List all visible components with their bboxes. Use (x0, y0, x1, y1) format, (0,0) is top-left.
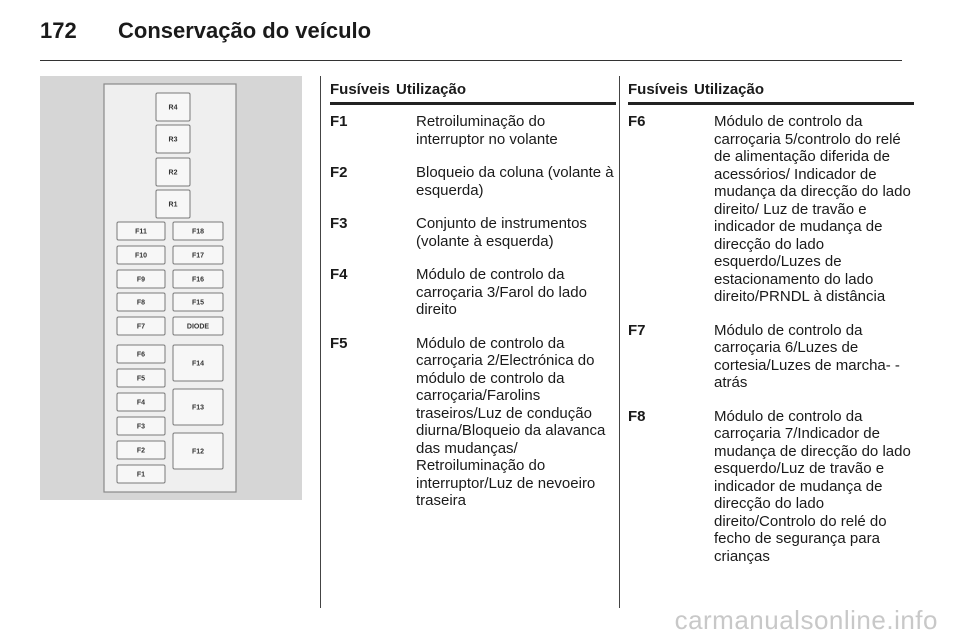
table-row (628, 322, 914, 392)
fuse-label: R1 (168, 201, 178, 209)
fuse-box (117, 317, 165, 335)
fuse-id: F8 (628, 407, 646, 425)
watermark: carmanualsonline.info (674, 605, 938, 635)
fuse-usage: Módulo de controlo da carroçaria 5/controlo do relé de alimentação diferida de acessórios/ Indicador de mudança da direcção do lado direito/ Luz de travão e indicador de mudança de direcção do lado esquerdo/Luzes de estacionamento do lado direito/PRNDL à distância (714, 113, 911, 305)
fuse-box (117, 465, 165, 483)
fuse-usage: Bloqueio da coluna (volante à esquerda) (416, 164, 614, 199)
fuse-usage: Módulo de controlo da carroçaria 6/Luzes de cortesia/Luzes de marcha- -atrás (714, 321, 900, 391)
column-divider-2 (619, 76, 620, 608)
fuse-box (117, 293, 165, 311)
fuse-label: F7 (136, 323, 146, 331)
table-row (330, 266, 616, 319)
fuse-box (173, 389, 223, 425)
table-row (330, 215, 616, 250)
fuse-label: F9 (136, 276, 146, 284)
fuse-table-right (628, 80, 914, 581)
fuse-label: R2 (168, 169, 178, 177)
fuse-label: F1 (136, 471, 146, 479)
column-divider-1 (320, 76, 321, 608)
fuse-id: F7 (628, 321, 646, 339)
fuse-usage: Módulo de controlo da carroçaria 7/Indicador de mudança de direcção do lado esquerdo/Luz de travão e indicador de mudança de direcção do lado direito/Controlo do relé do fecho de segurança para crianças (714, 407, 911, 565)
fuse-box (173, 270, 223, 288)
relay-box (156, 158, 190, 186)
table-row (628, 113, 914, 306)
fuse-box (173, 293, 223, 311)
fuse-box (117, 246, 165, 264)
header-rule (40, 60, 902, 61)
fuse-label: DIODE (186, 323, 210, 331)
fuse-label: F2 (136, 447, 146, 455)
fuse-label: F11 (135, 228, 147, 236)
fuse-label: F13 (191, 404, 205, 412)
fuse-label: F14 (191, 360, 205, 368)
header-usage: Utilização (396, 81, 467, 98)
fuse-box (173, 433, 223, 469)
fuse-usage: Módulo de controlo da carroçaria 2/Electrónica do módulo de controlo da carroçaria/Farolins traseiros/Luz de condução diurna/Bloqueio da alavanca das mudanças/ Retroiluminação do interruptor/Luz de nevoeiro traseira (416, 334, 606, 509)
fuse-table-left (330, 80, 616, 526)
fuse-box (117, 417, 165, 435)
fuse-label: F6 (136, 351, 146, 359)
fuse-label: F4 (136, 399, 146, 407)
fuse-box-diagram (40, 76, 302, 500)
header-fuses: Fusíveis (628, 81, 689, 98)
header-usage: Utilização (694, 81, 765, 98)
fuse-usage: Conjunto de instrumentos (volante à esquerda) (416, 215, 587, 250)
table-row (628, 408, 914, 566)
relay-box (156, 125, 190, 153)
fuse-id: F4 (330, 266, 348, 283)
fuse-box (117, 369, 165, 387)
fuse-id: F1 (330, 113, 348, 130)
fuse-id: F3 (330, 215, 348, 232)
table-header (330, 80, 616, 100)
fuse-box-svg (40, 76, 302, 500)
header-fuses: Fusíveis (330, 81, 391, 98)
relay-box (156, 93, 190, 121)
relay-box (156, 190, 190, 218)
fuse-label: F15 (191, 299, 205, 307)
page-header (40, 18, 371, 48)
fuse-id: F5 (330, 334, 348, 352)
fuse-label: F3 (136, 423, 146, 431)
table-header-rule (330, 102, 616, 105)
fuse-box (173, 246, 223, 264)
fuse-label: F10 (134, 252, 148, 260)
fuse-label: F12 (191, 448, 205, 456)
fuse-box (117, 345, 165, 363)
fuse-label: F16 (191, 276, 205, 284)
fuse-box (173, 345, 223, 381)
fuse-id: F2 (330, 164, 348, 181)
fuse-label: R4 (168, 104, 178, 112)
table-row (330, 113, 616, 148)
fuse-box (117, 393, 165, 411)
fuse-box (173, 222, 223, 240)
page-number: 172 (40, 18, 77, 43)
page-title: Conservação do veículo (118, 18, 372, 43)
fuse-label: F18 (191, 228, 205, 236)
fuse-box (173, 317, 223, 335)
fuse-label: F8 (136, 299, 146, 307)
fuse-box (117, 222, 165, 240)
fuse-box (117, 270, 165, 288)
table-header-rule (628, 102, 914, 105)
table-row (330, 335, 616, 510)
table-header (628, 80, 914, 100)
fuse-usage: Módulo de controlo da carroçaria 3/Farol do lado direito (416, 266, 587, 318)
fuse-usage: Retroiluminação do interruptor no volante (416, 113, 558, 148)
fuse-label: R3 (168, 136, 178, 144)
fuse-label: F17 (191, 252, 205, 260)
fuse-id: F6 (628, 113, 646, 130)
fuse-label: F5 (136, 375, 146, 383)
table-row (330, 164, 616, 199)
fuse-box (117, 441, 165, 459)
